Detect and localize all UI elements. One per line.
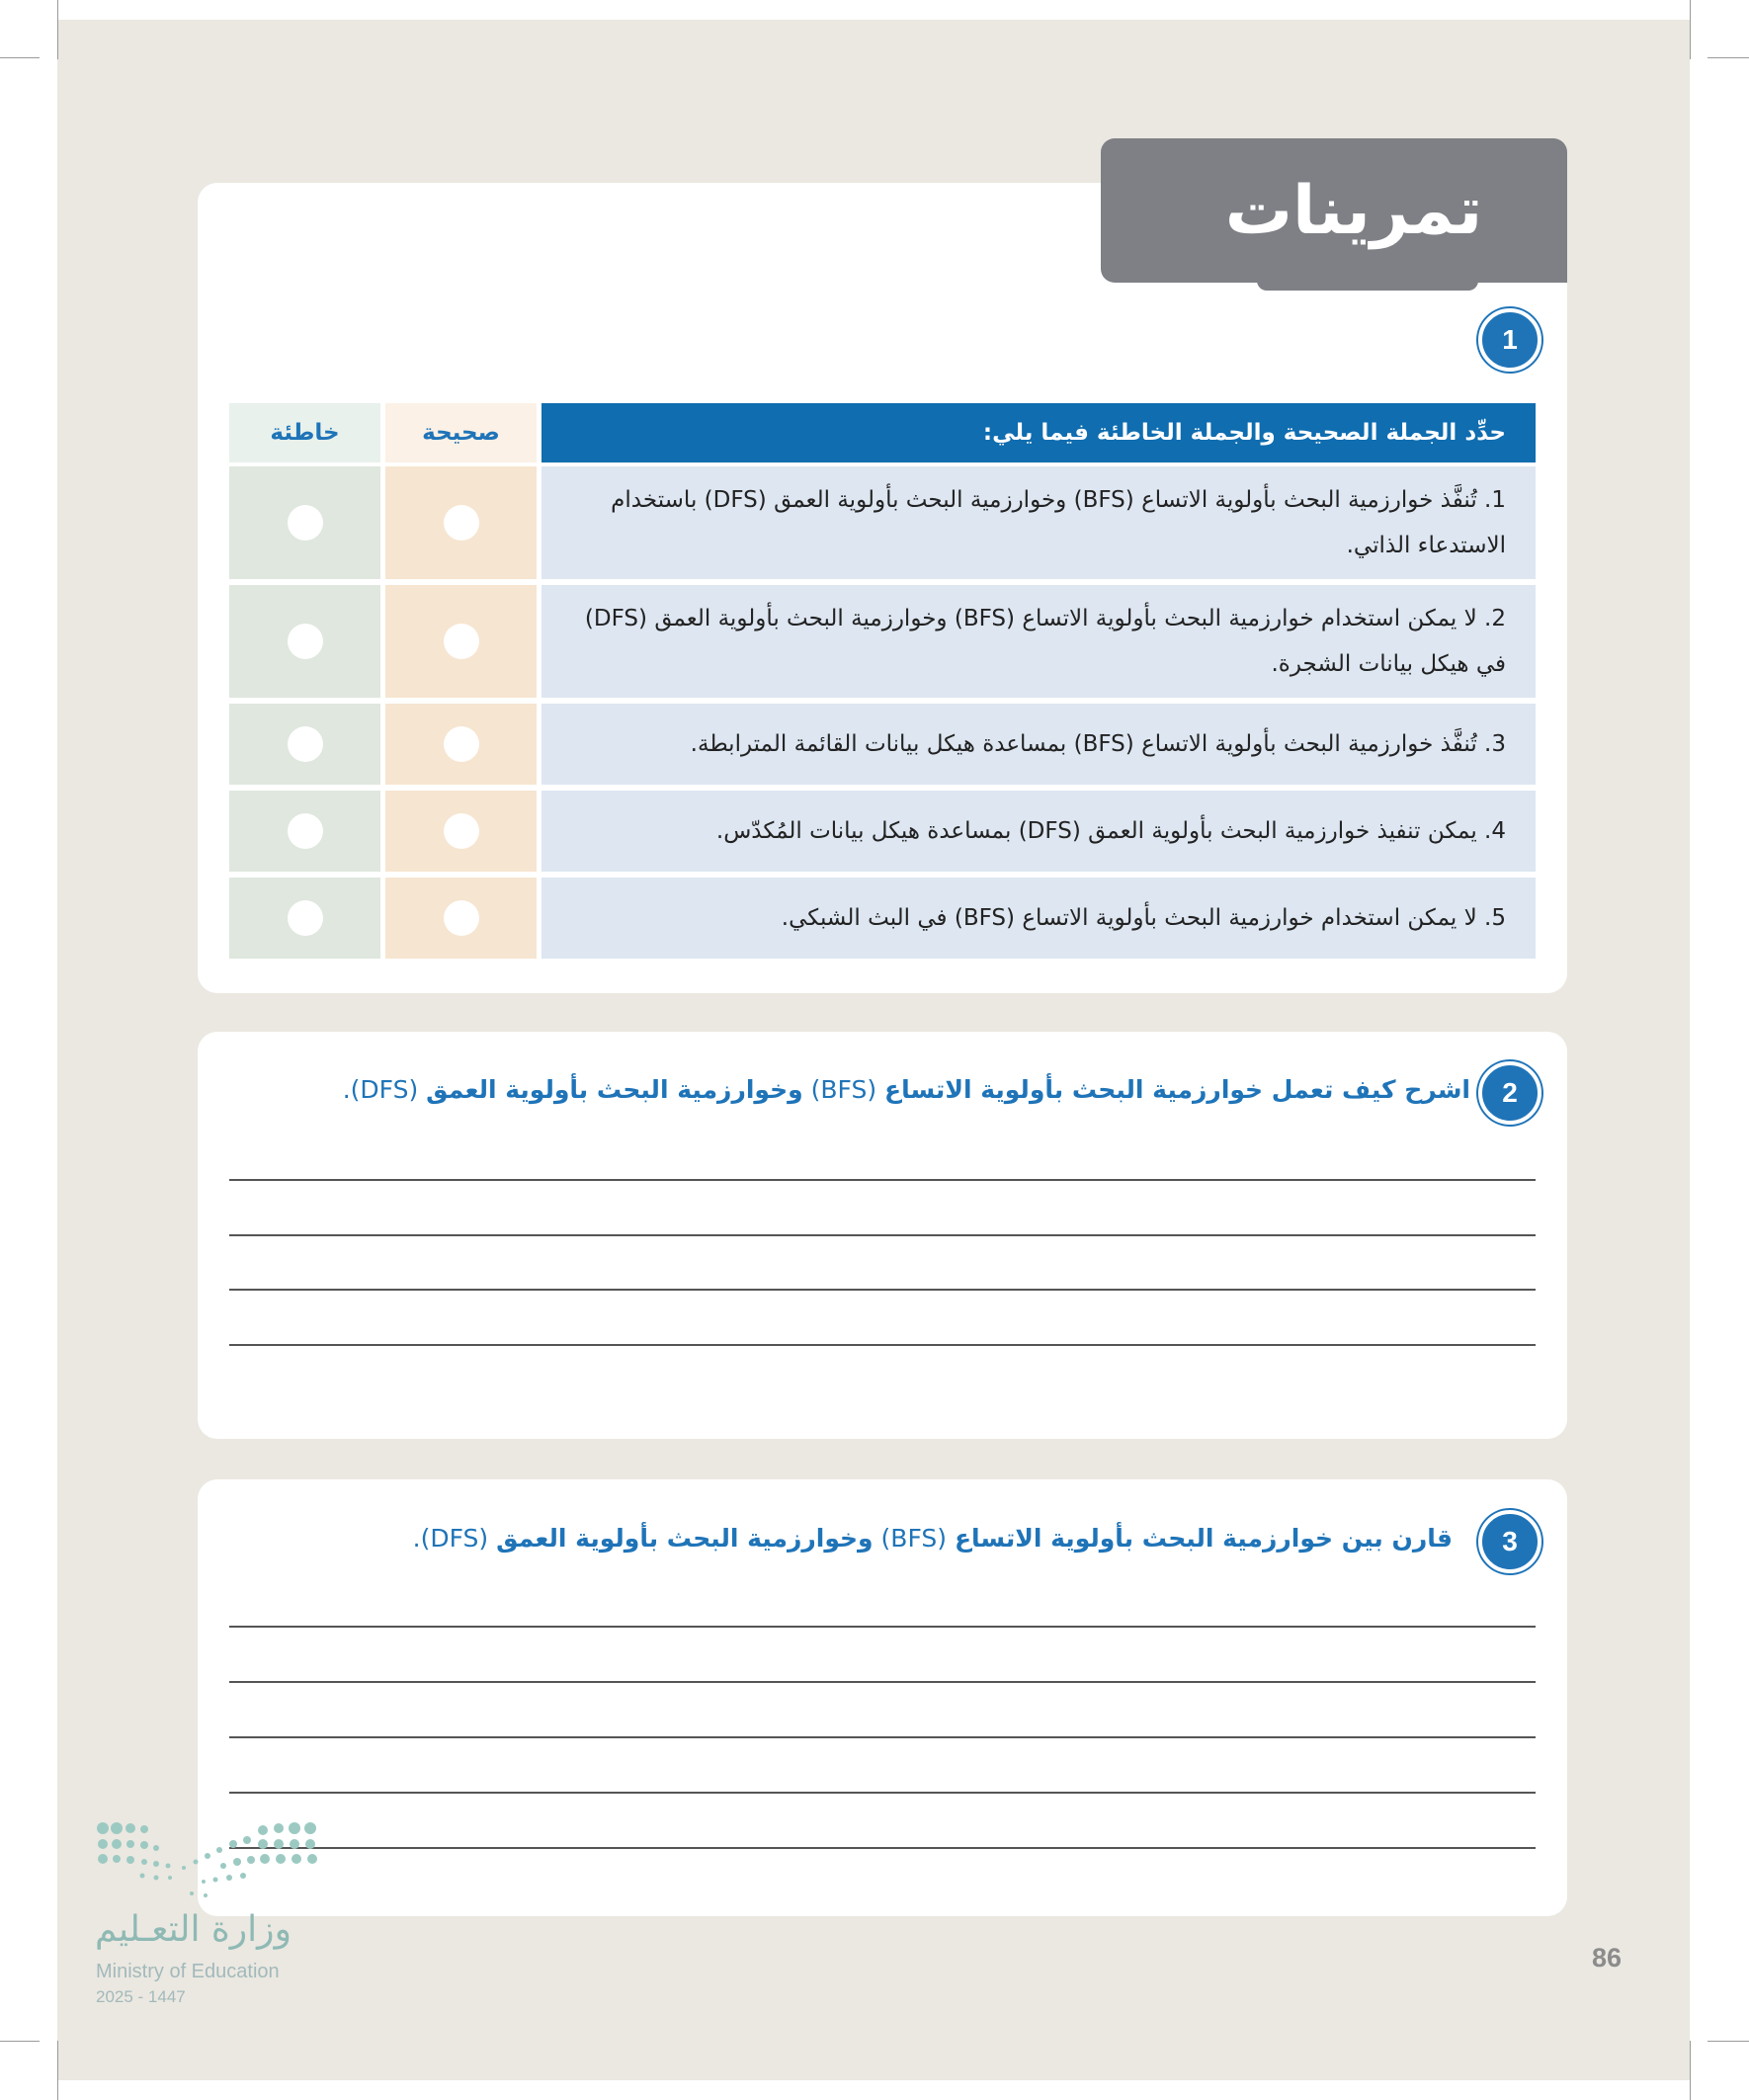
exercise-1-number: 1 bbox=[1478, 308, 1541, 372]
false-cell-2 bbox=[229, 585, 380, 698]
statement-row-5 bbox=[541, 878, 1536, 959]
exercise-1-instruction: حدِّد الجملة الصحيحة والجملة الخاطئة فيما يلي: bbox=[541, 403, 1536, 462]
answer-line[interactable] bbox=[229, 1847, 1536, 1849]
answer-line[interactable] bbox=[229, 1626, 1536, 1628]
true-radio-3[interactable] bbox=[444, 726, 479, 762]
answer-line[interactable] bbox=[229, 1179, 1536, 1181]
false-cell-1 bbox=[229, 466, 380, 579]
statement-text: 5. لا يمكن استخدام خوارزمية البحث بأولوية الاتساع (BFS) في البث الشبكي. bbox=[781, 905, 1506, 931]
edition-year: 2025 - 1447 bbox=[96, 1987, 186, 2006]
crop-mark bbox=[1690, 2041, 1691, 2100]
statement-text: 1. تُنفَّذ خوارزمية البحث بأولوية الاتساع (BFS) وخوارزمية البحث بأولوية العمق (DFS) باستخدام الاستدعاء الذاتي. bbox=[611, 487, 1506, 558]
ministry-name-arabic: وزارة التعـليم bbox=[95, 1909, 292, 1950]
false-column-header: خاطئة bbox=[229, 403, 380, 462]
exercise-2-number: 2 bbox=[1478, 1061, 1541, 1125]
ministry-logo-icon bbox=[95, 1822, 332, 1911]
false-radio-2[interactable] bbox=[288, 624, 323, 659]
question-text: (DFS). bbox=[412, 1524, 497, 1553]
question-text: قارن بين خوارزمية البحث بأولوية الاتساع bbox=[954, 1524, 1453, 1553]
page-title: تمرينات bbox=[1224, 171, 1483, 250]
ministry-name-english: Ministry of Education bbox=[96, 1961, 280, 1982]
crop-mark bbox=[57, 2041, 58, 2100]
statement-row-3 bbox=[541, 704, 1536, 785]
statement-text: 3. تُنفَّذ خوارزمية البحث بأولوية الاتساع (BFS) بمساعدة هيكل بيانات القائمة المترابطة. bbox=[690, 731, 1506, 757]
answer-line[interactable] bbox=[229, 1289, 1536, 1291]
false-cell-3 bbox=[229, 704, 380, 785]
true-cell-5 bbox=[385, 878, 537, 959]
crop-mark bbox=[1707, 2041, 1749, 2042]
question-text: (DFS). bbox=[342, 1075, 427, 1104]
statement-row-2 bbox=[541, 585, 1536, 698]
question-text: (BFS) bbox=[802, 1075, 885, 1104]
answer-line[interactable] bbox=[229, 1234, 1536, 1236]
crop-mark bbox=[0, 57, 40, 58]
false-radio-5[interactable] bbox=[288, 900, 323, 936]
true-radio-4[interactable] bbox=[444, 813, 479, 849]
crop-mark bbox=[0, 2041, 40, 2042]
false-cell-4 bbox=[229, 791, 380, 872]
true-cell-4 bbox=[385, 791, 537, 872]
statement-text: 2. لا يمكن استخدام خوارزمية البحث بأولوية الاتساع (BFS) وخوارزمية البحث بأولوية العمق (DFS) في هيكل بيانات الشجرة. bbox=[584, 606, 1506, 677]
crop-mark bbox=[1690, 0, 1691, 59]
exercise-3-number: 3 bbox=[1478, 1510, 1541, 1573]
question-text: (BFS) bbox=[873, 1524, 955, 1553]
crop-mark bbox=[57, 0, 58, 59]
question-text: وخوارزمية البحث بأولوية العمق bbox=[496, 1524, 874, 1553]
true-column-header: صحيحة bbox=[385, 403, 537, 462]
true-radio-5[interactable] bbox=[444, 900, 479, 936]
answer-line[interactable] bbox=[229, 1792, 1536, 1794]
question-text: وخوارزمية البحث بأولوية العمق bbox=[426, 1075, 803, 1104]
true-cell-1 bbox=[385, 466, 537, 579]
statement-row-4 bbox=[541, 791, 1536, 872]
true-radio-1[interactable] bbox=[444, 505, 479, 541]
true-cell-2 bbox=[385, 585, 537, 698]
statement-row-1 bbox=[541, 466, 1536, 579]
false-radio-1[interactable] bbox=[288, 505, 323, 541]
answer-line[interactable] bbox=[229, 1736, 1536, 1738]
page-number: 86 bbox=[1591, 1943, 1623, 1973]
statement-text: 4. يمكن تنفيذ خوارزمية البحث بأولوية العمق (DFS) بمساعدة هيكل بيانات المُكدّس. bbox=[715, 818, 1506, 844]
answer-line[interactable] bbox=[229, 1681, 1536, 1683]
exercise-3-question bbox=[413, 1524, 1453, 1553]
exercise-2-question bbox=[343, 1075, 1470, 1104]
question-text: اشرح كيف تعمل خوارزمية البحث بأولوية الاتساع bbox=[884, 1075, 1470, 1104]
false-cell-5 bbox=[229, 878, 380, 959]
crop-mark bbox=[1707, 57, 1749, 58]
answer-line[interactable] bbox=[229, 1344, 1536, 1346]
false-radio-4[interactable] bbox=[288, 813, 323, 849]
true-cell-3 bbox=[385, 704, 537, 785]
true-radio-2[interactable] bbox=[444, 624, 479, 659]
false-radio-3[interactable] bbox=[288, 726, 323, 762]
